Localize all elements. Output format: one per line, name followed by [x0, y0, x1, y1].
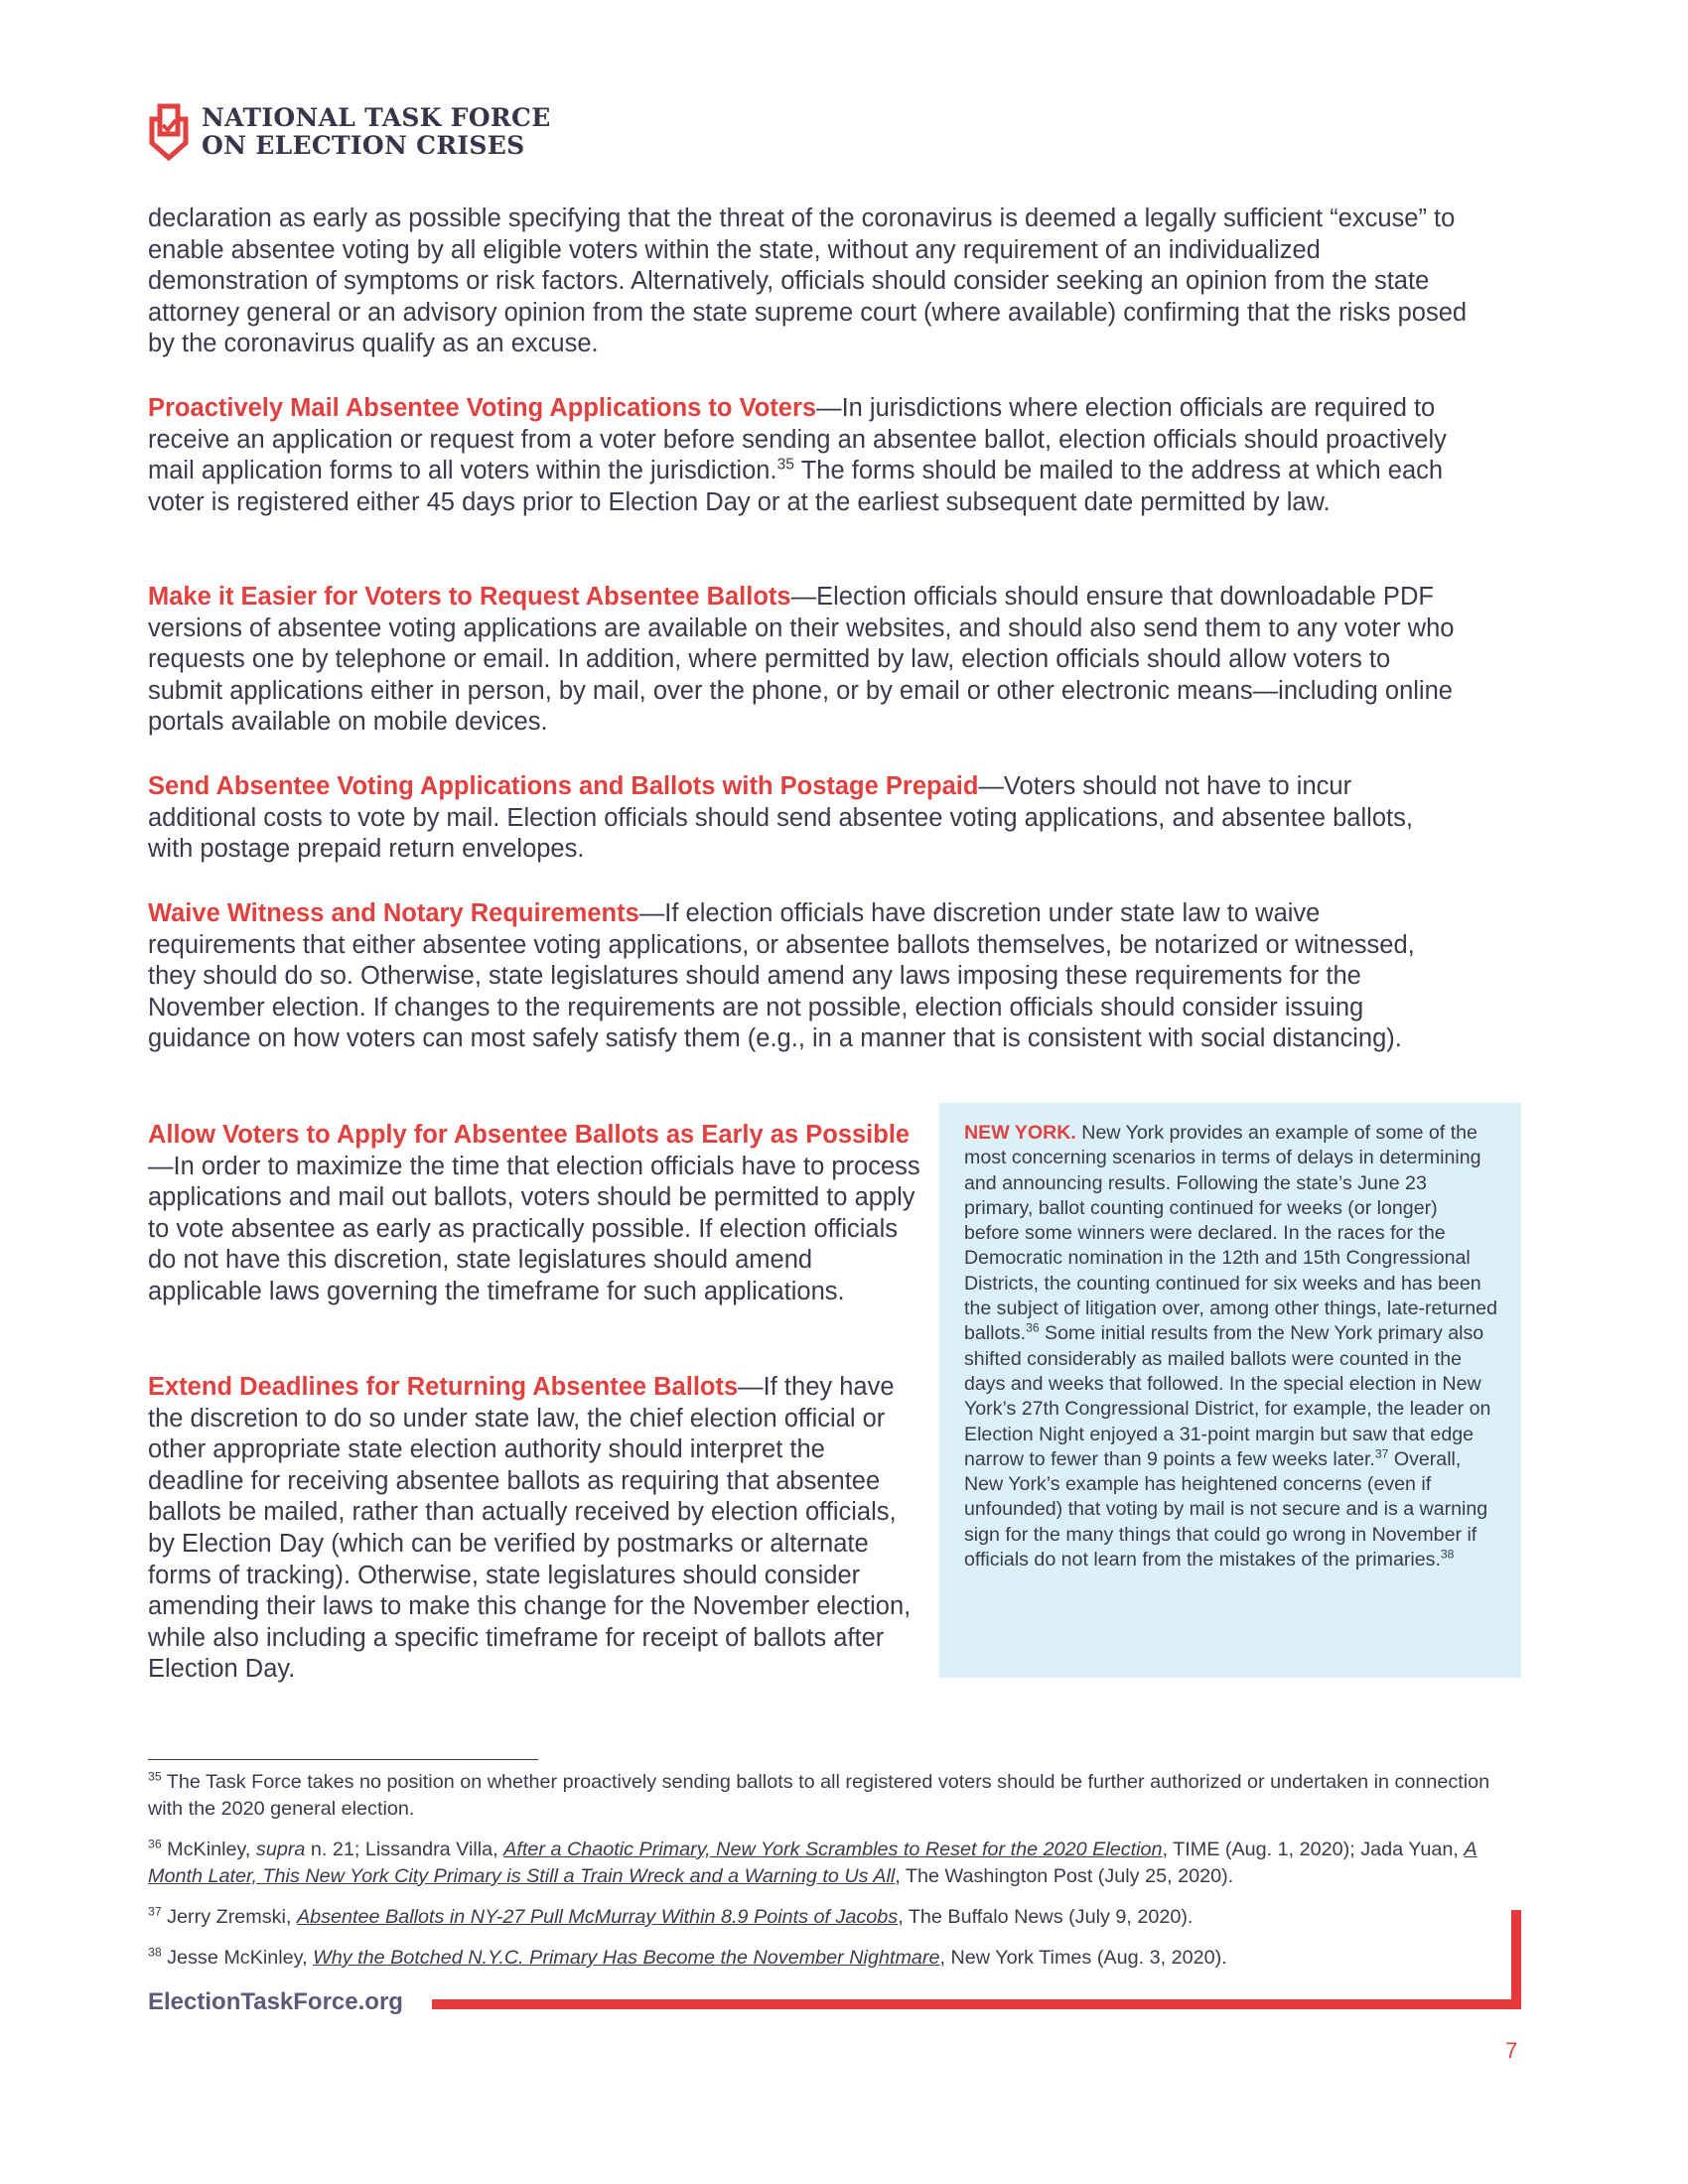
- paragraph-text: —Voters should not have to incur additional costs to vote by mail. Election officials should send absentee voting applications, and absentee ballots, with postage prepaid return envelopes.: [148, 772, 1413, 864]
- sidebar-text: Some initial results from the New York primary also shifted considerably as mailed ballots were counted in the days and weeks that followed. In the special election in New York’s 27th Congressional District, for example, the leader on Election Night enjoyed a 31-point margin but saw that edge narrow to fewer than 9 points a few weeks later.: [964, 1322, 1491, 1470]
- paragraph-witness: [148, 898, 1449, 1055]
- footnote-text: Jesse McKinley,: [161, 1947, 314, 1969]
- logo-line-2: ON ELECTION CRISES: [202, 131, 525, 160]
- citation-link[interactable]: Absentee Ballots in NY-27 Pull McMurray Within 8.9 Points of Jacobs: [296, 1906, 899, 1928]
- paragraph-text: declaration as early as possible specifying that the threat of the coronavirus is deemed a legally sufficient “excuse” to enable absentee voting by all eligible voters within the state, without any requirement of an individualized demonstration of symptoms or risk factors. Alternatively, officials should consider seeking an opinion from the state attorney general or an advisory opinion from the state supreme court (where available) confirming that the risks posed by the coronavirus qualify as an excuse.: [148, 205, 1468, 358]
- sidebar-text: Overall, New York’s example has heightened concerns (even if unfounded) that voting by mail is not secure and is a warning sign for the many things that could go wrong in November if officials do not learn from the mistakes of the primaries.: [964, 1447, 1488, 1571]
- footnote-number: 36: [148, 1837, 162, 1851]
- footnote-number: 37: [148, 1904, 162, 1919]
- paragraph-text: —In jurisdictions where election officials are required to receive an application or request from a voter before sending an absentee ballot, election officials should proactively mail application forms to all voters within the jurisdiction.: [148, 394, 1447, 485]
- footnote-35: [148, 1769, 1518, 1822]
- paragraph-excuse: [148, 204, 1469, 360]
- paragraph-heading: Allow Voters to Apply for Absentee Ballots as Early as Possible: [148, 1121, 911, 1149]
- sidebar-heading: NEW YORK.: [964, 1122, 1076, 1144]
- citation-link[interactable]: Why the Botched N.Y.C. Primary Has Become the November Nightmare: [313, 1947, 940, 1969]
- footnote-text: , TIME (Aug. 1, 2020); Jada Yuan,: [1162, 1839, 1465, 1860]
- footnote-text: n. 21; Lissandra Villa,: [305, 1839, 504, 1860]
- footnote-ref[interactable]: 36: [1026, 1320, 1040, 1335]
- footnote-text: Jerry Zremski,: [161, 1906, 297, 1928]
- paragraph-text: —If election officials have discretion under state law to waive requirements that either absentee voting applications, or absentee ballots themselves, be notarized or witnessed, they should do so. Otherwise, state legislatures should amend any laws imposing these requirements for the November election. If changes to the requirements are not possible, election officials should consider issuing guidance on how voters can most safely satisfy them (e.g., in a manner that is consistent with social distancing).: [148, 899, 1415, 1053]
- footnote-number: 35: [148, 1769, 162, 1784]
- paragraph-extend-deadlines: [148, 1372, 922, 1686]
- logo-line-1: NATIONAL TASK FORCE: [202, 103, 551, 132]
- paragraph-postage: [148, 771, 1439, 866]
- paragraph-request-ballots: [148, 582, 1469, 739]
- footer-red-bar: [432, 1999, 1521, 2009]
- paragraph-mail-applications: [148, 393, 1469, 518]
- footnote-divider: [148, 1759, 538, 1760]
- ballot-shield-icon: [148, 103, 190, 161]
- paragraph-apply-early: [148, 1120, 922, 1308]
- website-link[interactable]: ElectionTaskForce.org: [148, 1988, 403, 2015]
- citation-link[interactable]: After a Chaotic Primary, New York Scrambles to Reset for the 2020 Election: [503, 1839, 1163, 1860]
- footnote-text: , New York Times (Aug. 3, 2020).: [939, 1947, 1227, 1969]
- footnote-text: , The Buffalo News (July 9, 2020).: [898, 1906, 1194, 1928]
- paragraph-heading: Waive Witness and Notary Requirements: [148, 899, 639, 927]
- sidebar-text: New York provides an example of some of the most concerning scenarios in terms of delays in determining and announcing results. Following the state’s June 23 primary, ballot counting continued for weeks (or longer) before some winners were declared. In the races for the Democratic nomination in the 12th and 15th Congressional Districts, the counting continued for six weeks and has been the subject of litigation over, among other things, late-returned ballots.: [964, 1122, 1497, 1345]
- footnote-38: [148, 1945, 1518, 1972]
- footnote-ref[interactable]: 37: [1374, 1446, 1389, 1461]
- paragraph-text: The forms should be mailed to the address at which each voter is registered either 45 days prior to Election Day or at the earliest subsequent date permitted by law.: [148, 457, 1444, 516]
- footnote-text: The Task Force takes no position on whether proactively sending ballots to all registered voters should be further authorized or undertaken in connection with the 2020 general election.: [148, 1771, 1490, 1820]
- new-york-sidebar-box: [939, 1103, 1521, 1678]
- footnote-text: McKinley,: [161, 1839, 256, 1860]
- footnote-36: [148, 1837, 1518, 1889]
- footnote-text: supra: [255, 1839, 306, 1860]
- paragraph-text: —If they have the discretion to do so under state law, the chief election official or other appropriate state election authority should interpret the deadline for receiving absentee ballots as requiring that absentee ballots be mailed, rather than actually received by election officials, by Election Day (which can be verified by postmarks or alternate forms of tracking). Otherwise, state legislatures should consider amending their laws to make this change for the November election, while also including a specific timeframe for receipt of ballots after Election Day.: [148, 1373, 912, 1684]
- paragraph-text: —In order to maximize the time that election officials have to process applications and mail out ballots, voters should be permitted to apply to vote absentee as early as practically possible. If election officials do not have this discretion, state legislatures should amend applicable laws governing the timeframe for such applications.: [148, 1152, 920, 1305]
- footer-red-vertical-bar: [1511, 1910, 1521, 2009]
- paragraph-heading: Extend Deadlines for Returning Absentee Ballots: [148, 1373, 739, 1401]
- logo: [148, 103, 551, 161]
- paragraph-text: —Election officials should ensure that downloadable PDF versions of absentee voting applications are available on their websites, and should also send them to any voter who requests one by telephone or email. In addition, where permitted by law, election officials should allow voters to submit applications either in person, by mail, over the phone, or by email or other electronic means—including online portals available on mobile devices.: [148, 583, 1455, 737]
- paragraph-heading: Send Absentee Voting Applications and Ballots with Postage Prepaid: [148, 772, 979, 800]
- citation-link[interactable]: A Month Later, This New York City Primary is Still a Train Wreck and a Warning to Us All: [148, 1839, 1477, 1887]
- footnote-number: 38: [148, 1945, 162, 1960]
- paragraph-heading: Make it Easier for Voters to Request Absentee Ballots: [148, 583, 791, 611]
- page-number: 7: [1505, 2038, 1518, 2063]
- footnote-ref[interactable]: 38: [1440, 1547, 1455, 1562]
- footnote-text: , The Washington Post (July 25, 2020).: [895, 1864, 1234, 1887]
- footnote-37: [148, 1904, 1518, 1931]
- paragraph-heading: Proactively Mail Absentee Voting Applications to Voters: [148, 394, 817, 422]
- footnote-ref[interactable]: 35: [776, 456, 795, 474]
